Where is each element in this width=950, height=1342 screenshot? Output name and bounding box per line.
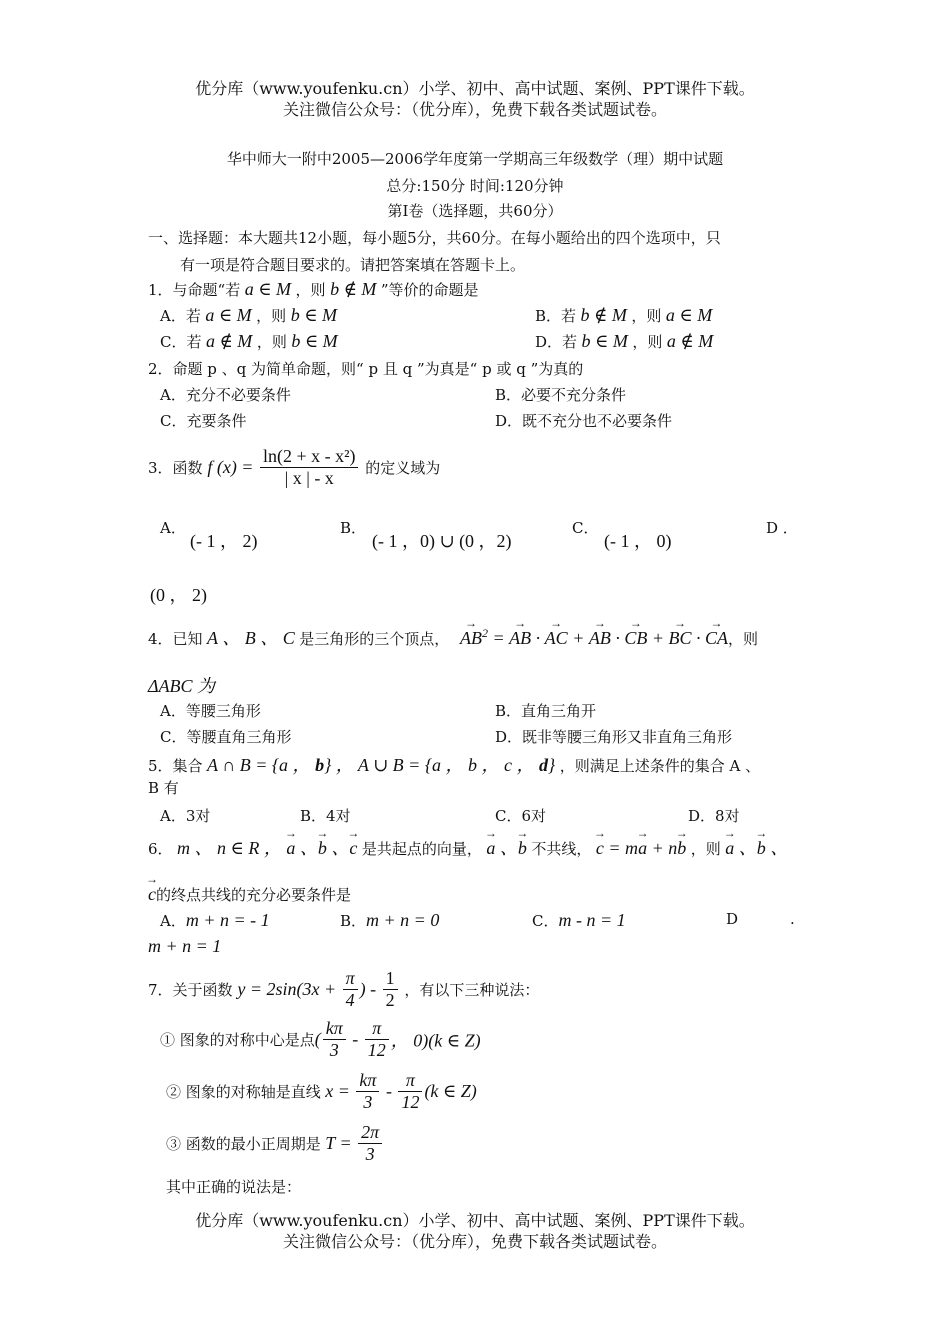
question-7-answer-prompt: 其中正确的说法是： [166, 1178, 302, 1196]
question-6-option-d[interactable]: m + n = 1 [148, 936, 222, 956]
question-3-option-a[interactable]: (- 1 ， 2) [190, 531, 258, 551]
part-title: 第Ⅰ卷（选择题，共60分） [387, 202, 563, 220]
header-line-2: 关注微信公众号：（优分库），免费下载各类试题试卷。 [282, 100, 667, 119]
question-2-option-d[interactable]: D．既不充分也不必要条件 [495, 412, 673, 430]
question-3-option-b-label[interactable]: B． [340, 519, 367, 537]
question-4-option-d[interactable]: D．既非等腰三角形又非直角三角形 [495, 728, 733, 746]
question-7-statement-2: ② 图象的对称轴是直线 x = $\frac{k\pi}{3}$ - $\frac{\pi}{12}$ (k ∈ Z) [166, 1070, 477, 1112]
question-5-option-c[interactable]: C．6对 [495, 807, 547, 825]
question-1-option-b[interactable]: B．若 b ∉ M ，则 a ∈ M [535, 305, 713, 325]
footer-line-1: 优分库（www.youfenku.cn）小学、初中、高中试题、案例、PPT课件下载。 [195, 1211, 755, 1230]
question-1-option-c[interactable]: C．若 a ∉ M ，则 b ∈ M [160, 331, 338, 351]
question-6-option-b[interactable]: B．m + n = 0 [340, 910, 440, 930]
question-3-option-a-label[interactable]: A． [160, 519, 186, 537]
question-4-triangle: ΔABC 为 [148, 676, 216, 696]
question-5-option-b[interactable]: B．4对 [300, 807, 351, 825]
question-5-option-a[interactable]: A．3对 [160, 807, 211, 825]
question-3-option-d[interactable]: (0 ， 2) [150, 585, 207, 605]
question-3-option-d-label[interactable]: D ． [766, 519, 798, 537]
question-2-stem: 2．命题 p 、q 为简单命题，则“ p 且 q ”为真是“ p 或 q ”为真的 [148, 360, 584, 378]
question-1-option-d[interactable]: D．若 b ∈ M ，则 a ∉ M [535, 331, 714, 351]
question-3-option-c-label[interactable]: C． [572, 519, 599, 537]
question-4-stem: 4．已知 A 、 B 、 C 是三角形的三个顶点， → $AB^2$ = → AB · → AC + → AB · → CB + → BC · → CA，则 [148, 624, 758, 650]
question-7-statement-1: ① 图象的对称中心是点( $\frac{k\pi}{3}$ - $\frac{\pi}{12}$ ， 0)(k ∈ Z) [160, 1018, 481, 1060]
question-3-fraction: $\frac{\text{ln(2 + x - x²)}}{| x | - x}$ [260, 446, 359, 489]
question-5-stem: 5．集合 A ∩ B = {a ， b} ， A ∪ B = {a ， b ， c ， d} ，则满足上述条件的集合 A 、 [148, 755, 761, 775]
question-2-option-b[interactable]: B．必要不充分条件 [495, 386, 627, 404]
question-5-line-2: B 有 [148, 779, 179, 797]
question-6-stem: 6． m 、 n ∈ R ， → a 、→ b 、→ c 是共起点的向量， → a 、→ b 不共线， → c = m→ a + n→ b ，则 → a 、→ b 、 [148, 834, 788, 860]
question-6-line-2: → c的终点共线的充分必要条件是 [148, 884, 351, 905]
section-instructions-2: 有一项是符合题目要求的。请把答案填在答题卡上。 [180, 256, 526, 274]
question-4-option-b[interactable]: B．直角三角开 [495, 702, 597, 720]
question-6-option-a[interactable]: A．m + n = - 1 [160, 910, 270, 930]
footer-line-2: 关注微信公众号：（优分库），免费下载各类试题试卷。 [282, 1232, 667, 1251]
question-3-option-c[interactable]: (- 1 ， 0) [604, 531, 672, 551]
question-4-option-c[interactable]: C．等腰直角三角形 [160, 728, 292, 746]
question-6-option-c[interactable]: C．m - n = 1 [532, 910, 626, 930]
question-2-option-c[interactable]: C．充要条件 [160, 412, 247, 430]
question-3-stem: 3．函数 f (x) = $\frac{\text{ln(2 + x - x²)}}{| x | - x}$ 的定义域为 [148, 446, 441, 488]
question-1-stem: 1．与命题“若 a ∈ M ，则 b ∉ M ”等价的命题是 [148, 279, 479, 299]
exam-title: 华中师大一附中2005—2006学年度第一学期高三年级数学（理）期中试题 [226, 150, 724, 168]
question-1-option-a[interactable]: A．若 a ∈ M ，则 b ∈ M [160, 305, 338, 325]
question-7-statement-3: ③ 函数的最小正周期是 T = $\frac{2\pi}{3}$ [166, 1122, 384, 1165]
question-2-option-a[interactable]: A．充分不必要条件 [160, 386, 291, 404]
question-4-option-a[interactable]: A．等腰三角形 [160, 702, 261, 720]
exam-meta: 总分:150分 时间:120分钟 [386, 177, 564, 195]
question-7-stem: 7．关于函数 y = 2sin(3x + $\frac{\pi}{4}$ ) - $\frac{1}{2}$ ，有以下三种说法： [148, 968, 540, 1010]
question-6-option-d-label[interactable]: D [726, 910, 739, 928]
section-instructions-1: 一、选择题：本大题共12小题，每小题5分，共60分。在每小题给出的四个选项中，只 [148, 229, 721, 247]
question-3-option-b[interactable]: (- 1 ，0) ∪ (0 ，2) [372, 531, 512, 551]
question-5-option-d[interactable]: D．8对 [688, 807, 740, 825]
question-6-option-d-dot: . [790, 910, 795, 928]
header-line-1: 优分库（www.youfenku.cn）小学、初中、高中试题、案例、PPT课件下载。 [195, 79, 755, 98]
